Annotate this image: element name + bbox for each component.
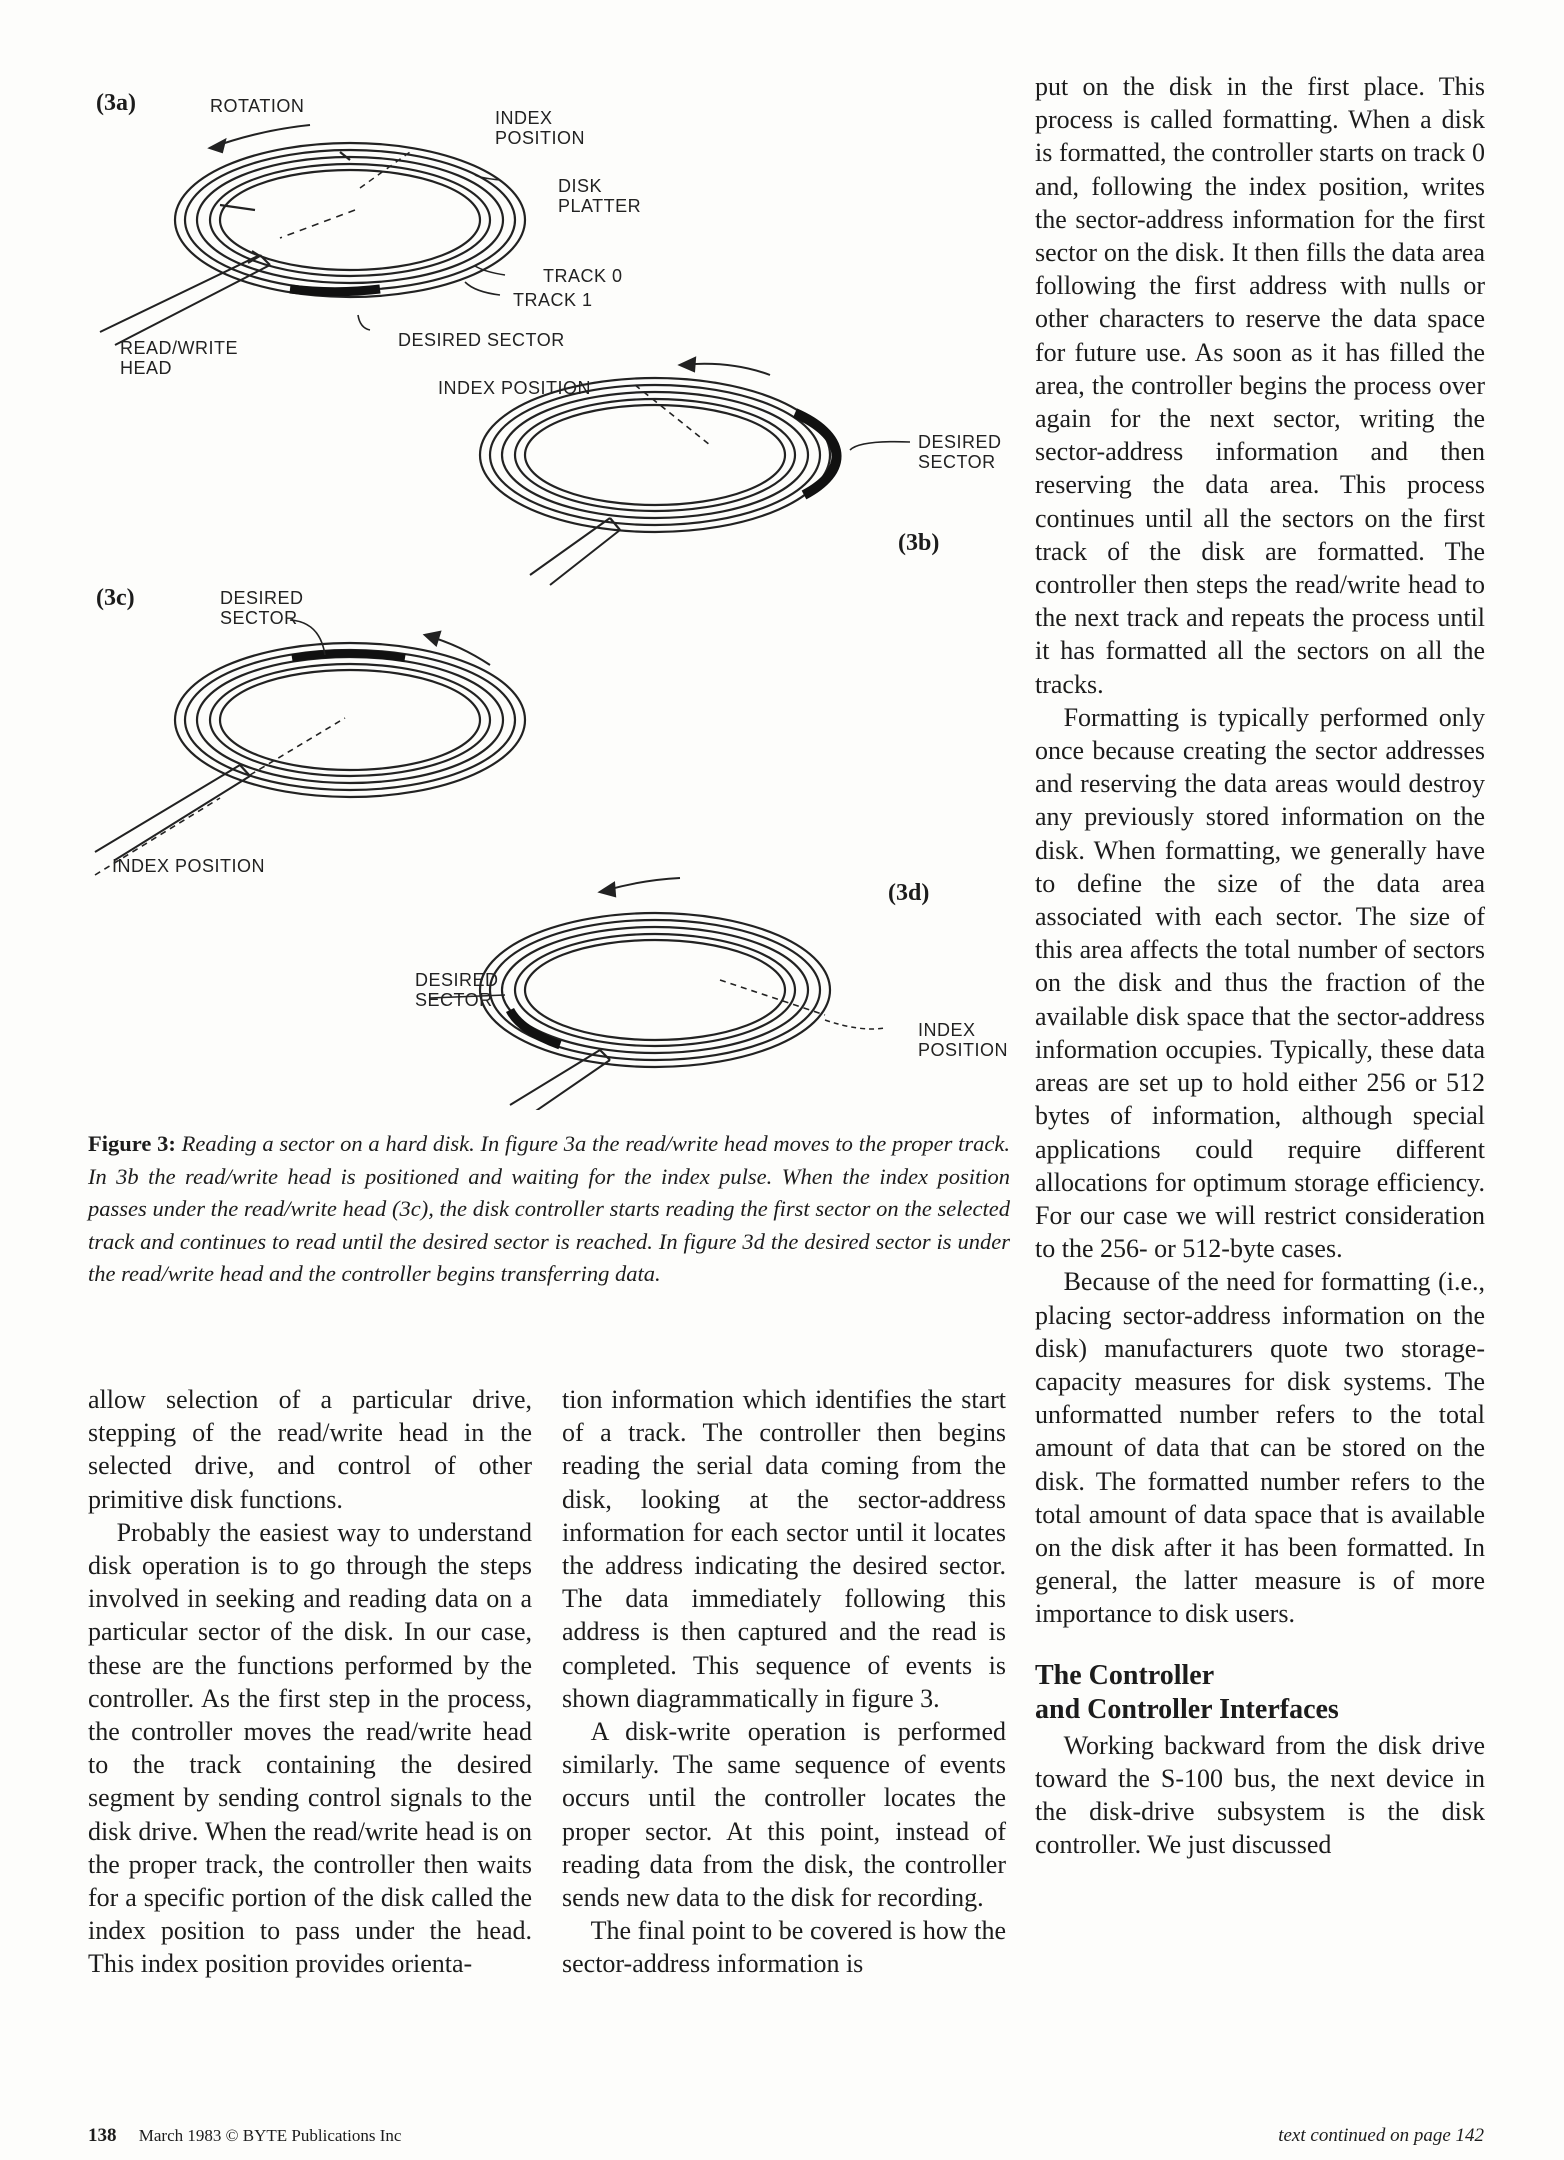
column-middle — [562, 1383, 1006, 1981]
section-heading: The Controller and Controller Interfaces — [1035, 1659, 1339, 1725]
label-3b-index-position: INDEX POSITION — [438, 378, 592, 398]
figure-3 — [80, 60, 1020, 1110]
label-3c-index-position: INDEX POSITION — [112, 856, 266, 876]
paragraph: tion information which identifies the start of a track. The controller then begins reading the serial data coming from the disk, looking at the sector-address information for each sector until it locates the address indicating the desired sector. The data immediately following this address is then captured and the read is completed. This sequence of events is shown diagrammatically in figure 3. — [562, 1385, 1006, 1713]
paragraph: Formatting is typically performed only once because creating the sector addresses and reserving the data areas would destroy any previously stored information on the disk. When formatting, we generally have to define the size of the data area associated with each sector. The size of this area affects the total number of sectors on the disk and thus the fraction of the available disk space that the sector-address information occupies. Typically, these data areas are set up to hold either 256 or 512 bytes of information, although special applications could require different allocations for optimum storage efficiency. For our case we will restrict consideration to the 256- or 512-byte cases. — [1035, 702, 1485, 1264]
label-disk-platter: DISK PLATTER — [558, 176, 642, 216]
label-3d-index-position: INDEX POSITION — [918, 1020, 1009, 1060]
label-rotation: ROTATION — [210, 96, 305, 116]
label-3b-desired-sector: DESIRED SECTOR — [918, 432, 1002, 472]
label-read-write-head: READ/WRITE HEAD — [120, 338, 239, 378]
disk-3a — [100, 125, 525, 345]
label-3d-desired-sector: DESIRED SECTOR — [415, 970, 499, 1010]
column-left — [88, 1383, 532, 1981]
column-right — [1035, 70, 1485, 1861]
paragraph: A disk-write operation is performed similarly. The same sequence of events occurs until the controller locates the proper sector. At this point, instead of reading data from the disk, the controller sends new data to the disk for recording. — [562, 1717, 1006, 1913]
label-3a-desired-sector: DESIRED SECTOR — [398, 330, 565, 350]
continued-note: text continued on page 142 — [1278, 2125, 1484, 2146]
paragraph: Probably the easiest way to understand disk operation is to go through the steps involved in seeking and reading data on a particular sector of the disk. In our case, these are the functions performed by the controller. As the first step in the process, the controller moves the read/write head to the track containing the desired segment by sending control signals to the disk drive. When the read/write head is on the proper track, the controller then waits for a specific portion of the disk called the index position to pass under the head. This index position provides orienta- — [88, 1517, 532, 1979]
paragraph: The final point to be covered is how the sector-address information is — [562, 1916, 1006, 1979]
label-3c-desired-sector: DESIRED SECTOR — [220, 588, 304, 628]
page-number: 138 — [88, 2125, 117, 2146]
label-track-1: TRACK 1 — [513, 290, 593, 310]
paragraph: allow selection of a particular drive, stepping of the read/write head in the selected drive, and control of other primitive disk functions. — [88, 1385, 532, 1514]
label-3a-index-position: INDEX POSITION — [495, 108, 586, 148]
footer-left — [88, 2125, 401, 2147]
caption-lead: Figure 3: — [88, 1131, 176, 1156]
panel-3b-id: (3b) — [898, 530, 940, 556]
publication-line: March 1983 © BYTE Publications Inc — [138, 2126, 402, 2145]
figure-3-drawing — [80, 60, 1020, 1110]
label-track-0: TRACK 0 — [543, 266, 623, 286]
panel-3d-id: (3d) — [888, 880, 930, 906]
paragraph: Working backward from the disk drive toward the S-100 bus, the next device in the disk-drive subsystem is the disk controller. We just discussed — [1035, 1730, 1485, 1860]
caption-text: Reading a sector on a hard disk. In figure 3a the read/write head moves to the proper track. In 3b the read/write head is positioned and waiting for the index pulse. When the index position passes under the read/write head (3c), the disk controller starts reading the first sector on the selected track and continues to read until the desired sector is reached. In figure 3d the desired sector is under the read/write head and the controller begins transferring data. — [88, 1131, 1010, 1286]
panel-3c-id: (3c) — [96, 585, 135, 611]
paragraph: Because of the need for formatting (i.e., placing sector-address information on the disk) manufacturers quote two storage-capacity measures for disk systems. The unformatted number refers to the total amount of data that can be stored on the disk. The formatted number refers to the total amount of data space that is available on the disk after it has been formatted. In general, the latter measure is of more importance to disk users. — [1035, 1267, 1485, 1629]
disk-3c — [95, 620, 525, 875]
paragraph: put on the disk in the first place. This process is called formatting. When a disk is formatted, the controller starts on track 0 and, following the index position, writes the sector-address information for the first sector on the disk. It then fills the data area following the first address with nulls or other characters to reserve the data space for future use. As soon as it has filled the area, the controller begins the process over again for the next sector, writing the sector-address information and then reserving the data area. This process continues until all the sectors on the first track of the disk are formatted. The controller then steps the read/write head to the next track and repeats the process until it has formatted all the sectors on all the tracks. — [1035, 72, 1485, 699]
panel-3a-id: (3a) — [96, 90, 136, 116]
figure-caption — [88, 1128, 1010, 1291]
